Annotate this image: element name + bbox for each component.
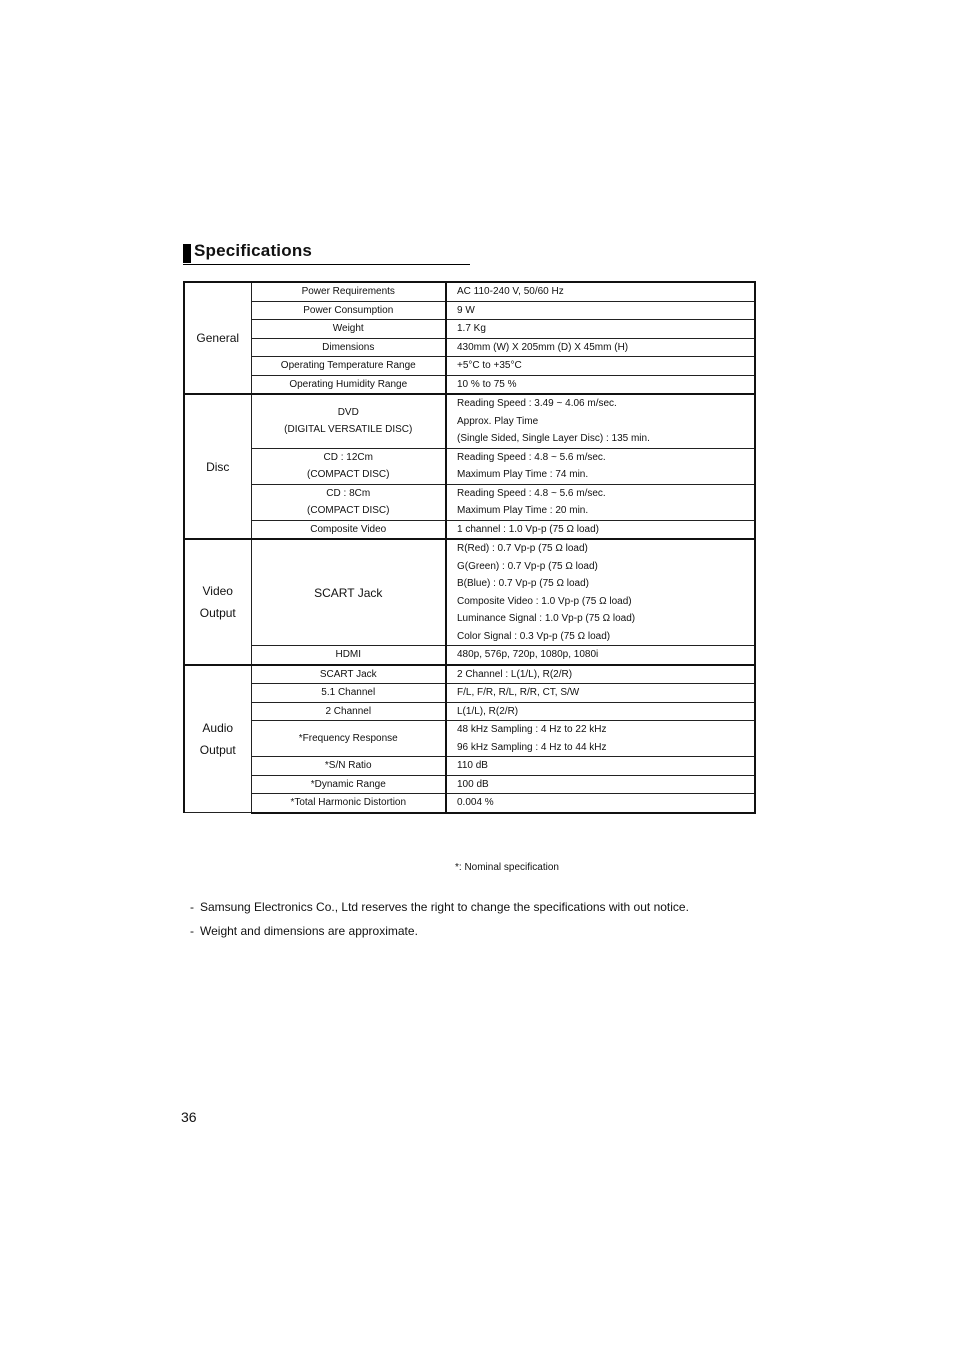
value-cell: R(Red) : 0.7 Vp-p (75 Ω load) G(Green) : 0.7 Vp-p (75 Ω load) B(Blue) : 0.7 Vp-p (75 Ω load) Composite Video : 1.0 Vp-p (75 Ω load) Luminance Signal : 1.0 Vp-p (75 Ω load) Color Signal : 0.3 Vp-p (75 Ω load): [446, 539, 755, 646]
category-cell: Video Output: [184, 539, 251, 665]
table-row: [184, 665, 755, 684]
value-cell: 430mm (W) X 205mm (D) X 45mm (H): [446, 338, 755, 357]
value-cell: 1.7 Kg: [446, 320, 755, 339]
page-number: 36: [181, 1109, 197, 1125]
remark-item: - Weight and dimensions are approximate.: [190, 924, 418, 938]
value-cell: 100 dB: [446, 775, 755, 794]
value-cell: AC 110-240 V, 50/60 Hz: [446, 282, 755, 301]
table-row: [184, 301, 755, 320]
item-cell: *Dynamic Range: [251, 775, 446, 794]
footnote: *: Nominal specification: [455, 862, 559, 873]
value-cell: F/L, F/R, R/L, R/R, CT, S/W: [446, 684, 755, 703]
table-row: [184, 684, 755, 703]
category-cell: Audio Output: [184, 665, 251, 813]
item-cell: DVD (DIGITAL VERSATILE DISC): [251, 394, 446, 448]
table-row: [184, 757, 755, 776]
item-cell: CD : 12Cm (COMPACT DISC): [251, 448, 446, 484]
value-cell: 480p, 576p, 720p, 1080p, 1080i: [446, 646, 755, 665]
table-row: [184, 282, 755, 301]
table-row: [184, 394, 755, 448]
item-cell: 2 Channel: [251, 702, 446, 721]
value-cell: 10 % to 75 %: [446, 375, 755, 394]
item-cell: CD : 8Cm (COMPACT DISC): [251, 484, 446, 520]
value-cell: 48 kHz Sampling : 4 Hz to 22 kHz 96 kHz Sampling : 4 Hz to 44 kHz: [446, 721, 755, 757]
table-row: [184, 448, 755, 484]
item-cell: *Total Harmonic Distortion: [251, 794, 446, 813]
item-cell: Operating Humidity Range: [251, 375, 446, 394]
page-title: Specifications: [194, 241, 313, 260]
table-row: [184, 520, 755, 539]
item-cell: SCART Jack: [251, 665, 446, 684]
value-cell: 9 W: [446, 301, 755, 320]
table-row: [184, 375, 755, 394]
value-cell: 1 channel : 1.0 Vp-p (75 Ω load): [446, 520, 755, 539]
item-cell: *S/N Ratio: [251, 757, 446, 776]
item-cell: Weight: [251, 320, 446, 339]
value-cell: 110 dB: [446, 757, 755, 776]
table-row: [184, 775, 755, 794]
item-cell: SCART Jack: [251, 539, 446, 646]
value-cell: L(1/L), R(2/R): [446, 702, 755, 721]
section-heading: [183, 240, 470, 265]
table-row: [184, 702, 755, 721]
value-cell: 2 Channel : L(1/L), R(2/R): [446, 665, 755, 684]
item-cell: Composite Video: [251, 520, 446, 539]
item-cell: Power Consumption: [251, 301, 446, 320]
item-cell: HDMI: [251, 646, 446, 665]
remarks-list: [190, 895, 689, 943]
table-row: [184, 320, 755, 339]
value-cell: Reading Speed : 4.8 ~ 5.6 m/sec. Maximum Play Time : 74 min.: [446, 448, 755, 484]
item-cell: 5.1 Channel: [251, 684, 446, 703]
category-cell: General: [184, 282, 251, 394]
item-cell: Power Requirements: [251, 282, 446, 301]
item-cell: Operating Temperature Range: [251, 357, 446, 376]
value-cell: +5°C to +35°C: [446, 357, 755, 376]
table-row: [184, 338, 755, 357]
item-cell: *Frequency Response: [251, 721, 446, 757]
remark-item: - Samsung Electronics Co., Ltd reserves the right to change the specifications with out notice.: [190, 900, 689, 914]
table-row: [184, 539, 755, 646]
table-row: [184, 484, 755, 520]
table-row: [184, 646, 755, 665]
table-row: [184, 357, 755, 376]
value-cell: 0.004 %: [446, 794, 755, 813]
specifications-table: [183, 281, 756, 814]
value-cell: Reading Speed : 3.49 ~ 4.06 m/sec. Approx. Play Time (Single Sided, Single Layer Disc) : 135 min.: [446, 394, 755, 448]
table-row: [184, 794, 755, 813]
item-cell: Dimensions: [251, 338, 446, 357]
value-cell: Reading Speed : 4.8 ~ 5.6 m/sec. Maximum Play Time : 20 min.: [446, 484, 755, 520]
category-cell: Disc: [184, 394, 251, 539]
table-row: [184, 721, 755, 757]
heading-bar: [183, 244, 191, 263]
